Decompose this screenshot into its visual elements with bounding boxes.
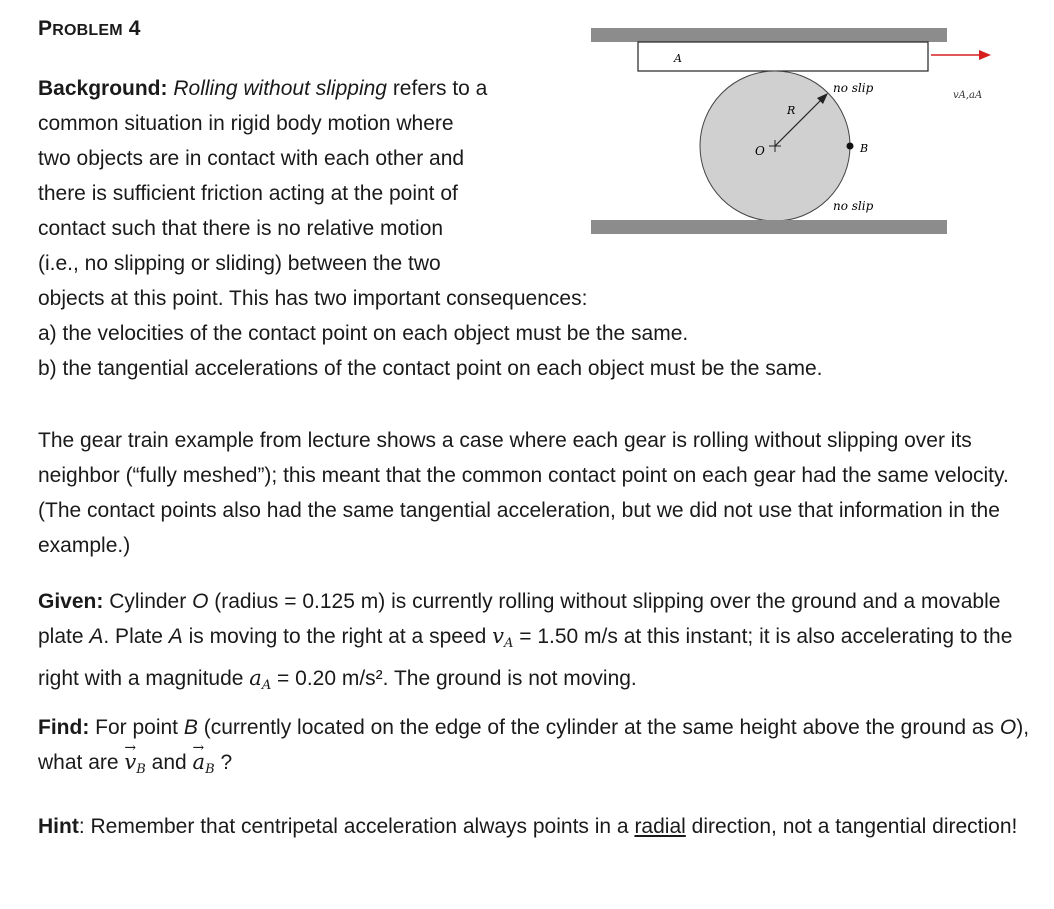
consequence-a: a) the velocities of the contact point on each object must be the same. [38, 322, 689, 345]
problem-number: 4 [128, 17, 141, 40]
velocity-b-subscript: B [136, 762, 146, 777]
given-text-1: Cylinder [103, 590, 193, 613]
title-smallcaps: ROBLEM [52, 22, 123, 39]
background-line-6: (i.e., no slipping or sliding) between the two [38, 252, 441, 275]
acceleration-b-subscript: B [205, 762, 215, 777]
velocity-symbol: v [492, 624, 504, 648]
find-end: ? [214, 751, 233, 774]
top-rail [591, 28, 947, 42]
find-text-2: (currently located on the edge of the cylinder at the same height above the ground as [197, 716, 1000, 739]
point-name: B [183, 716, 198, 739]
rolling-cylinder-figure [588, 22, 1006, 240]
given-text-3: . Plate [103, 625, 169, 648]
plate-label: A [674, 52, 682, 65]
plate-motion-label: vA,aA [953, 90, 983, 101]
cylinder-name: O [192, 590, 209, 613]
acceleration-value: = 0.20 m/s². The ground is not moving. [271, 667, 637, 690]
find-paragraph [38, 710, 1038, 787]
find-label: Find: [38, 716, 90, 739]
hint-label: Hint [38, 815, 79, 838]
hint-text-1: : Remember that centripetal acceleration always points in a [78, 815, 635, 838]
background-line-5: contact such that there is no relative motion [38, 217, 444, 240]
velocity-value: = 1.50 m/s at this instant; it is also accelerating to the right with a magnitude [38, 625, 1013, 690]
problem-title [38, 17, 141, 41]
given-paragraph [38, 584, 1038, 703]
radial-word: radial [634, 815, 686, 838]
bottom-contact-label: no slip [833, 199, 874, 213]
acceleration-b-symbol: → a [193, 745, 206, 780]
background-label: Background: [38, 77, 168, 100]
radius-label: R [787, 104, 796, 117]
hint-paragraph [38, 809, 1038, 844]
top-contact-label: no slip [833, 81, 874, 95]
center-label: O [755, 144, 765, 158]
consequence-b: b) the tangential accelerations of the contact point on each object must be the same. [38, 357, 823, 380]
given-text-4: is moving to the right at a speed [182, 625, 493, 648]
given-label: Given: [38, 590, 104, 613]
point-b-label: B [860, 142, 869, 155]
background-line-2: common situation in rigid body motion where [38, 112, 454, 135]
find-text-1: For point [89, 716, 184, 739]
ground [591, 220, 947, 234]
acceleration-symbol: a [249, 666, 262, 690]
background-line-7: objects at this point. This has two important consequences: [38, 287, 588, 310]
velocity-subscript: A [504, 636, 514, 651]
velocity-arrowhead [979, 50, 991, 60]
hint-text-2: direction, not a tangential direction! [685, 815, 1018, 838]
gear-train-paragraph: The gear train example from lecture shows a case where each gear is rolling without slipping over its neighbor (“fully meshed”); this meant that the common contact point on each gear had the same velocity. (The contact points also had the same tangential acceleration, but we did not use that information in the example.) [38, 429, 1009, 557]
point-b [847, 143, 854, 150]
find-text-3: ), what are [38, 716, 1030, 774]
plate-name-2: A [168, 625, 183, 648]
rolling-phrase: Rolling without slipping [173, 77, 387, 100]
find-and: and [145, 751, 193, 774]
plate-name: A [89, 625, 104, 648]
acceleration-subscript: A [261, 678, 272, 693]
background-line-3: two objects are in contact with each other and [38, 147, 465, 170]
background-line-1-text: refers to a [386, 77, 488, 100]
center-name: O [999, 716, 1017, 739]
background-line-4: there is sufficient friction acting at the point of [38, 182, 458, 205]
given-text-2: (radius = 0.125 m) is currently rolling without slipping over the ground and a movable plate [38, 590, 1001, 648]
velocity-b-symbol: → v [124, 745, 136, 780]
title-initial: P [38, 17, 53, 40]
